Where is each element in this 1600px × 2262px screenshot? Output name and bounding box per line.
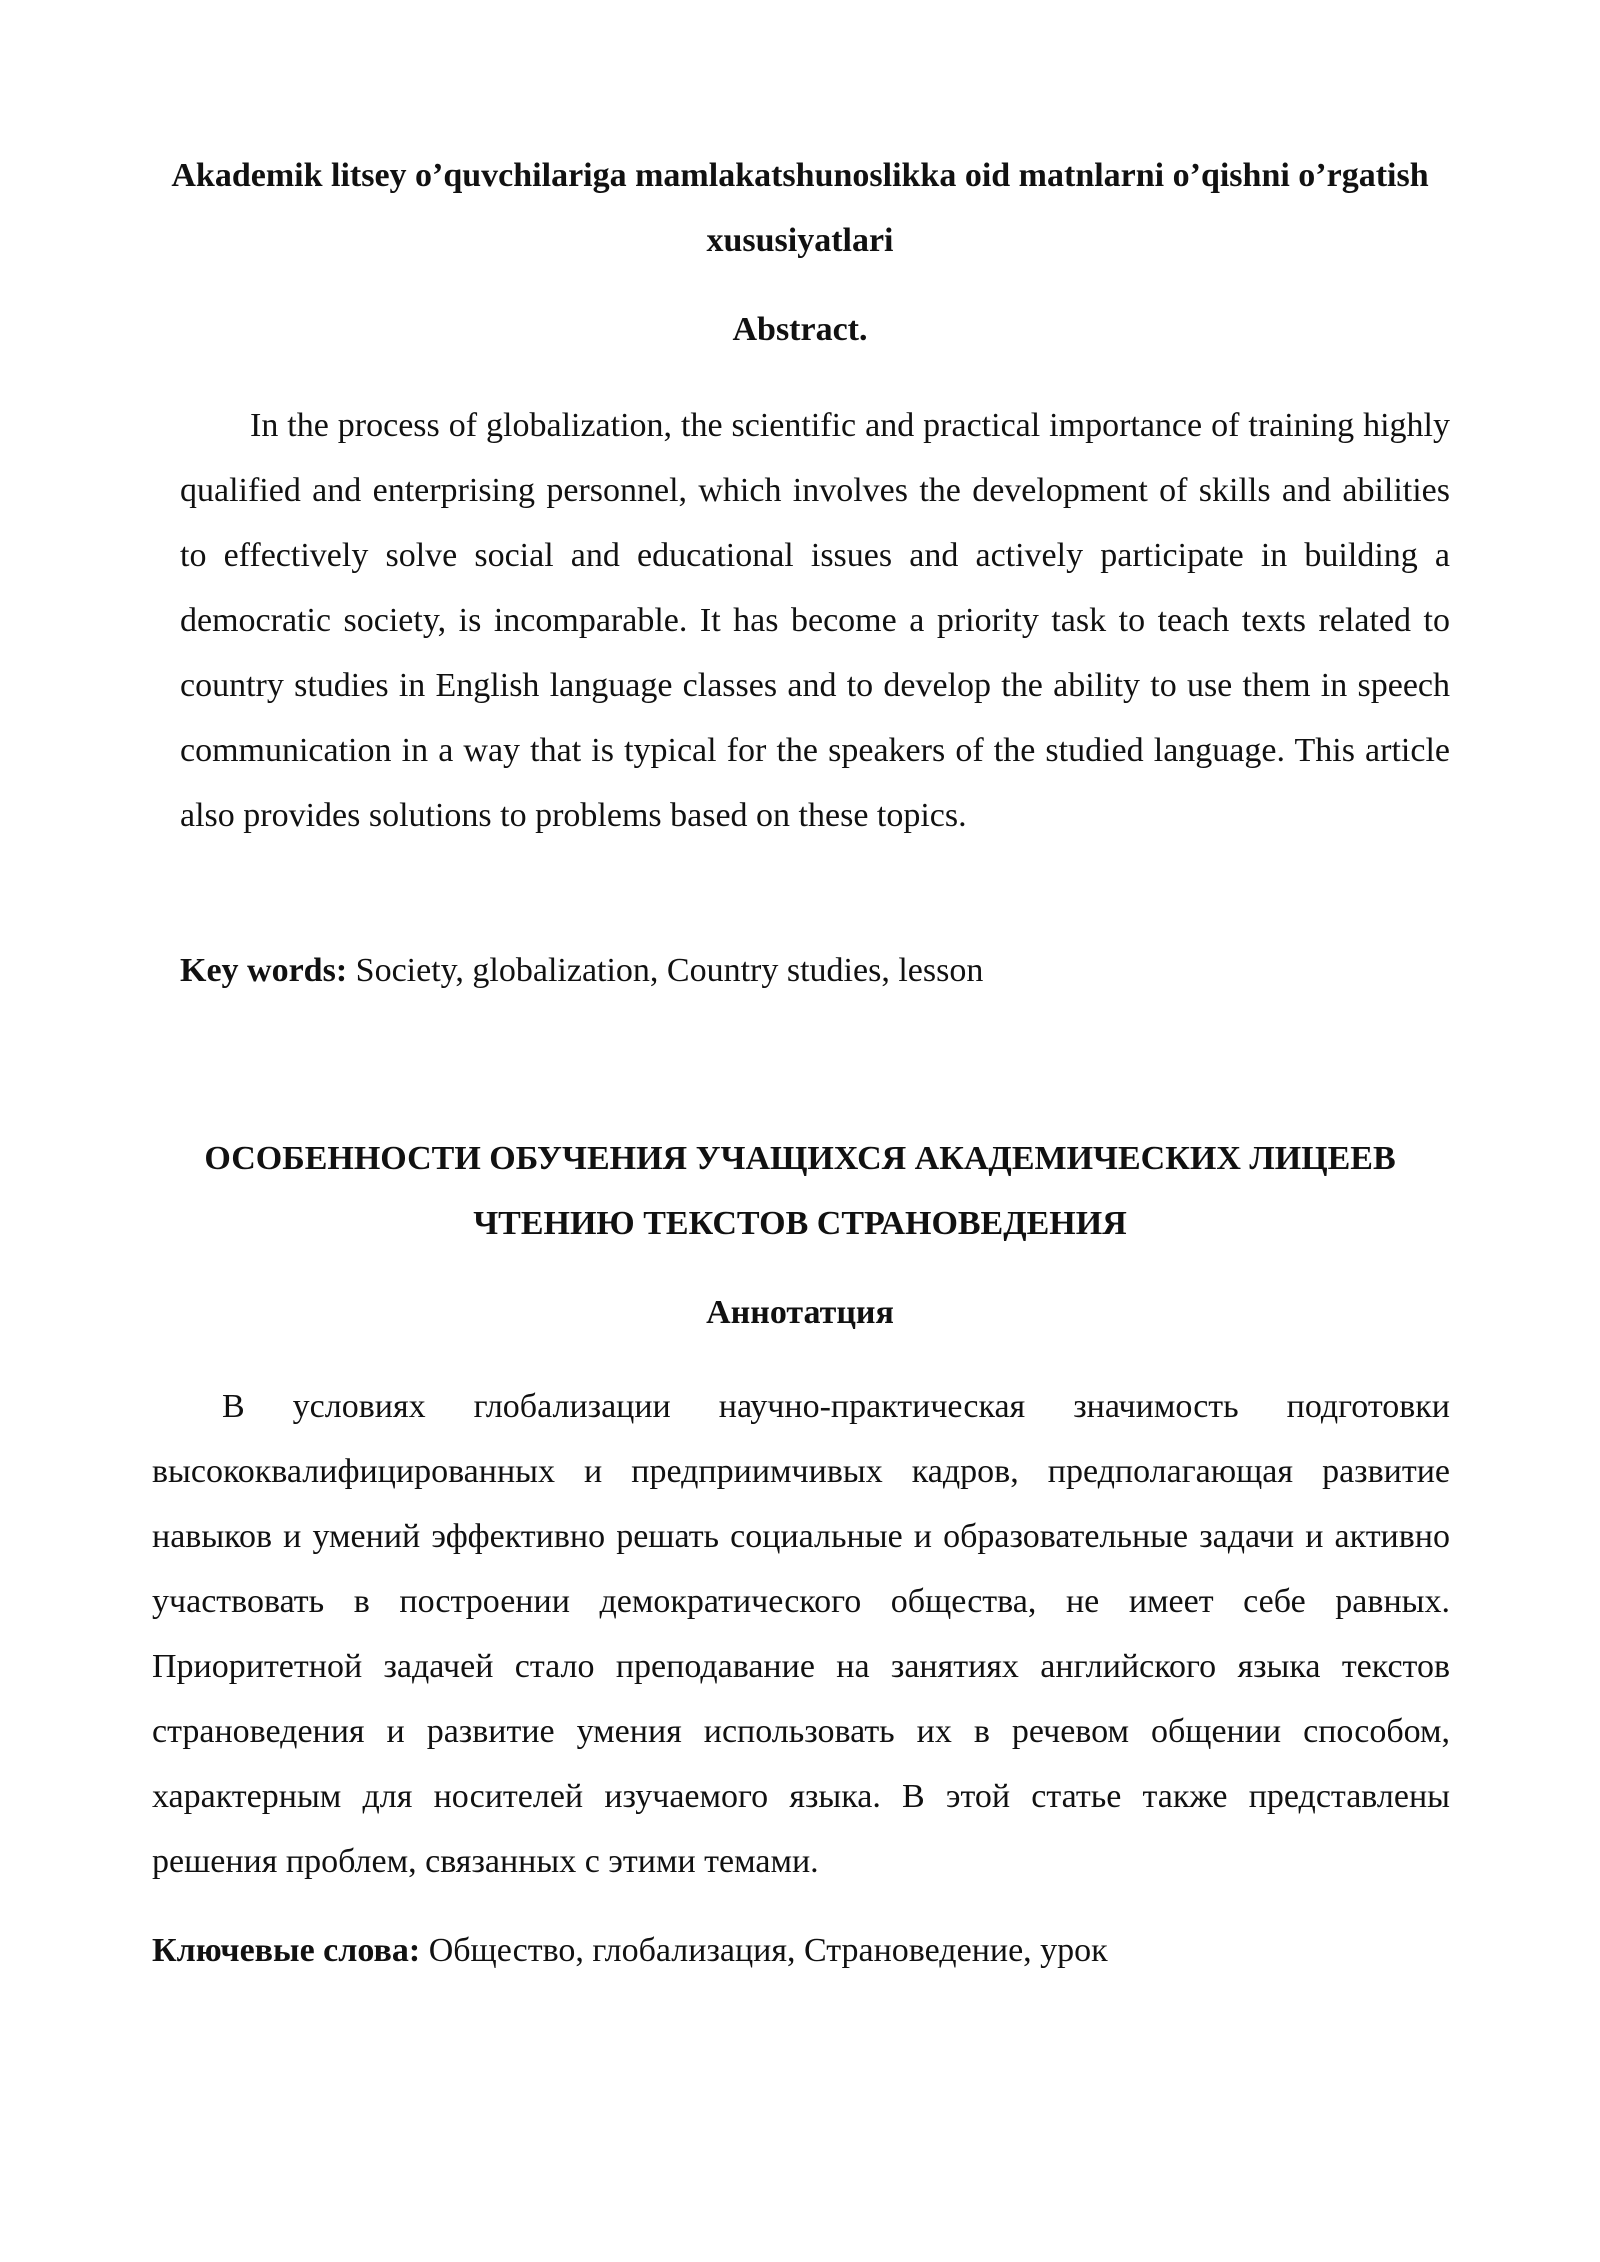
russian-title: ОСОБЕННОСТИ ОБУЧЕНИЯ УЧАЩИХСЯ АКАДЕМИЧЕСКИХ ЛИЦЕЕВ ЧТЕНИЮ ТЕКСТОВ СТРАНОВЕДЕНИЯ <box>204 1140 1396 1242</box>
keywords-label: Key words: <box>180 952 348 989</box>
keywords-list: Society, globalization, Country studies, lesson <box>347 952 984 989</box>
abstract-heading: Abstract. <box>732 311 868 348</box>
abstract-paragraph: In the process of globalization, the scientific and practical importance of training highly qualified and enterprising personnel, which involves the development of skills and abilities to effectively solve social and educational issues and actively participate in building a democratic society, is incomparable. It has become a priority task to teach texts related to country studies in English language classes and to develop the ability to use them in speech communication in a way that is typical for the speakers of the studied language. This article also provides solutions to problems based on these topics. <box>180 407 1450 834</box>
russian-keywords-list: Общество, глобализация, Страноведение, урок <box>420 1932 1108 1969</box>
english-keywords <box>180 949 983 993</box>
russian-keywords-label: Ключевые слова: <box>152 1932 421 1969</box>
annotation-paragraph: В условиях глобализации научно-практическая значимость подготовки высококвалифицированных и предприимчивых кадров, предполагающая развитие навыков и умений эффективно решать социальные и образовательные задачи и активно участвовать в построении демократического общества, не имеет себе равных. Приоритетной задачей стало преподавание на занятиях английского языка текстов страноведения и развитие умения использовать их в речевом общении способом, характерным для носителей изучаемого языка. В этой статье также представлены решения проблем, связанных с этими темами. <box>152 1388 1450 1880</box>
annotation-heading: Аннотатция <box>706 1294 894 1331</box>
english-title: Akademik litsey o’quvchilariga mamlakatshunoslikka oid matnlarni o’qishni o’rgatish xususiyatlari <box>171 157 1429 259</box>
russian-keywords <box>152 1929 1108 1973</box>
